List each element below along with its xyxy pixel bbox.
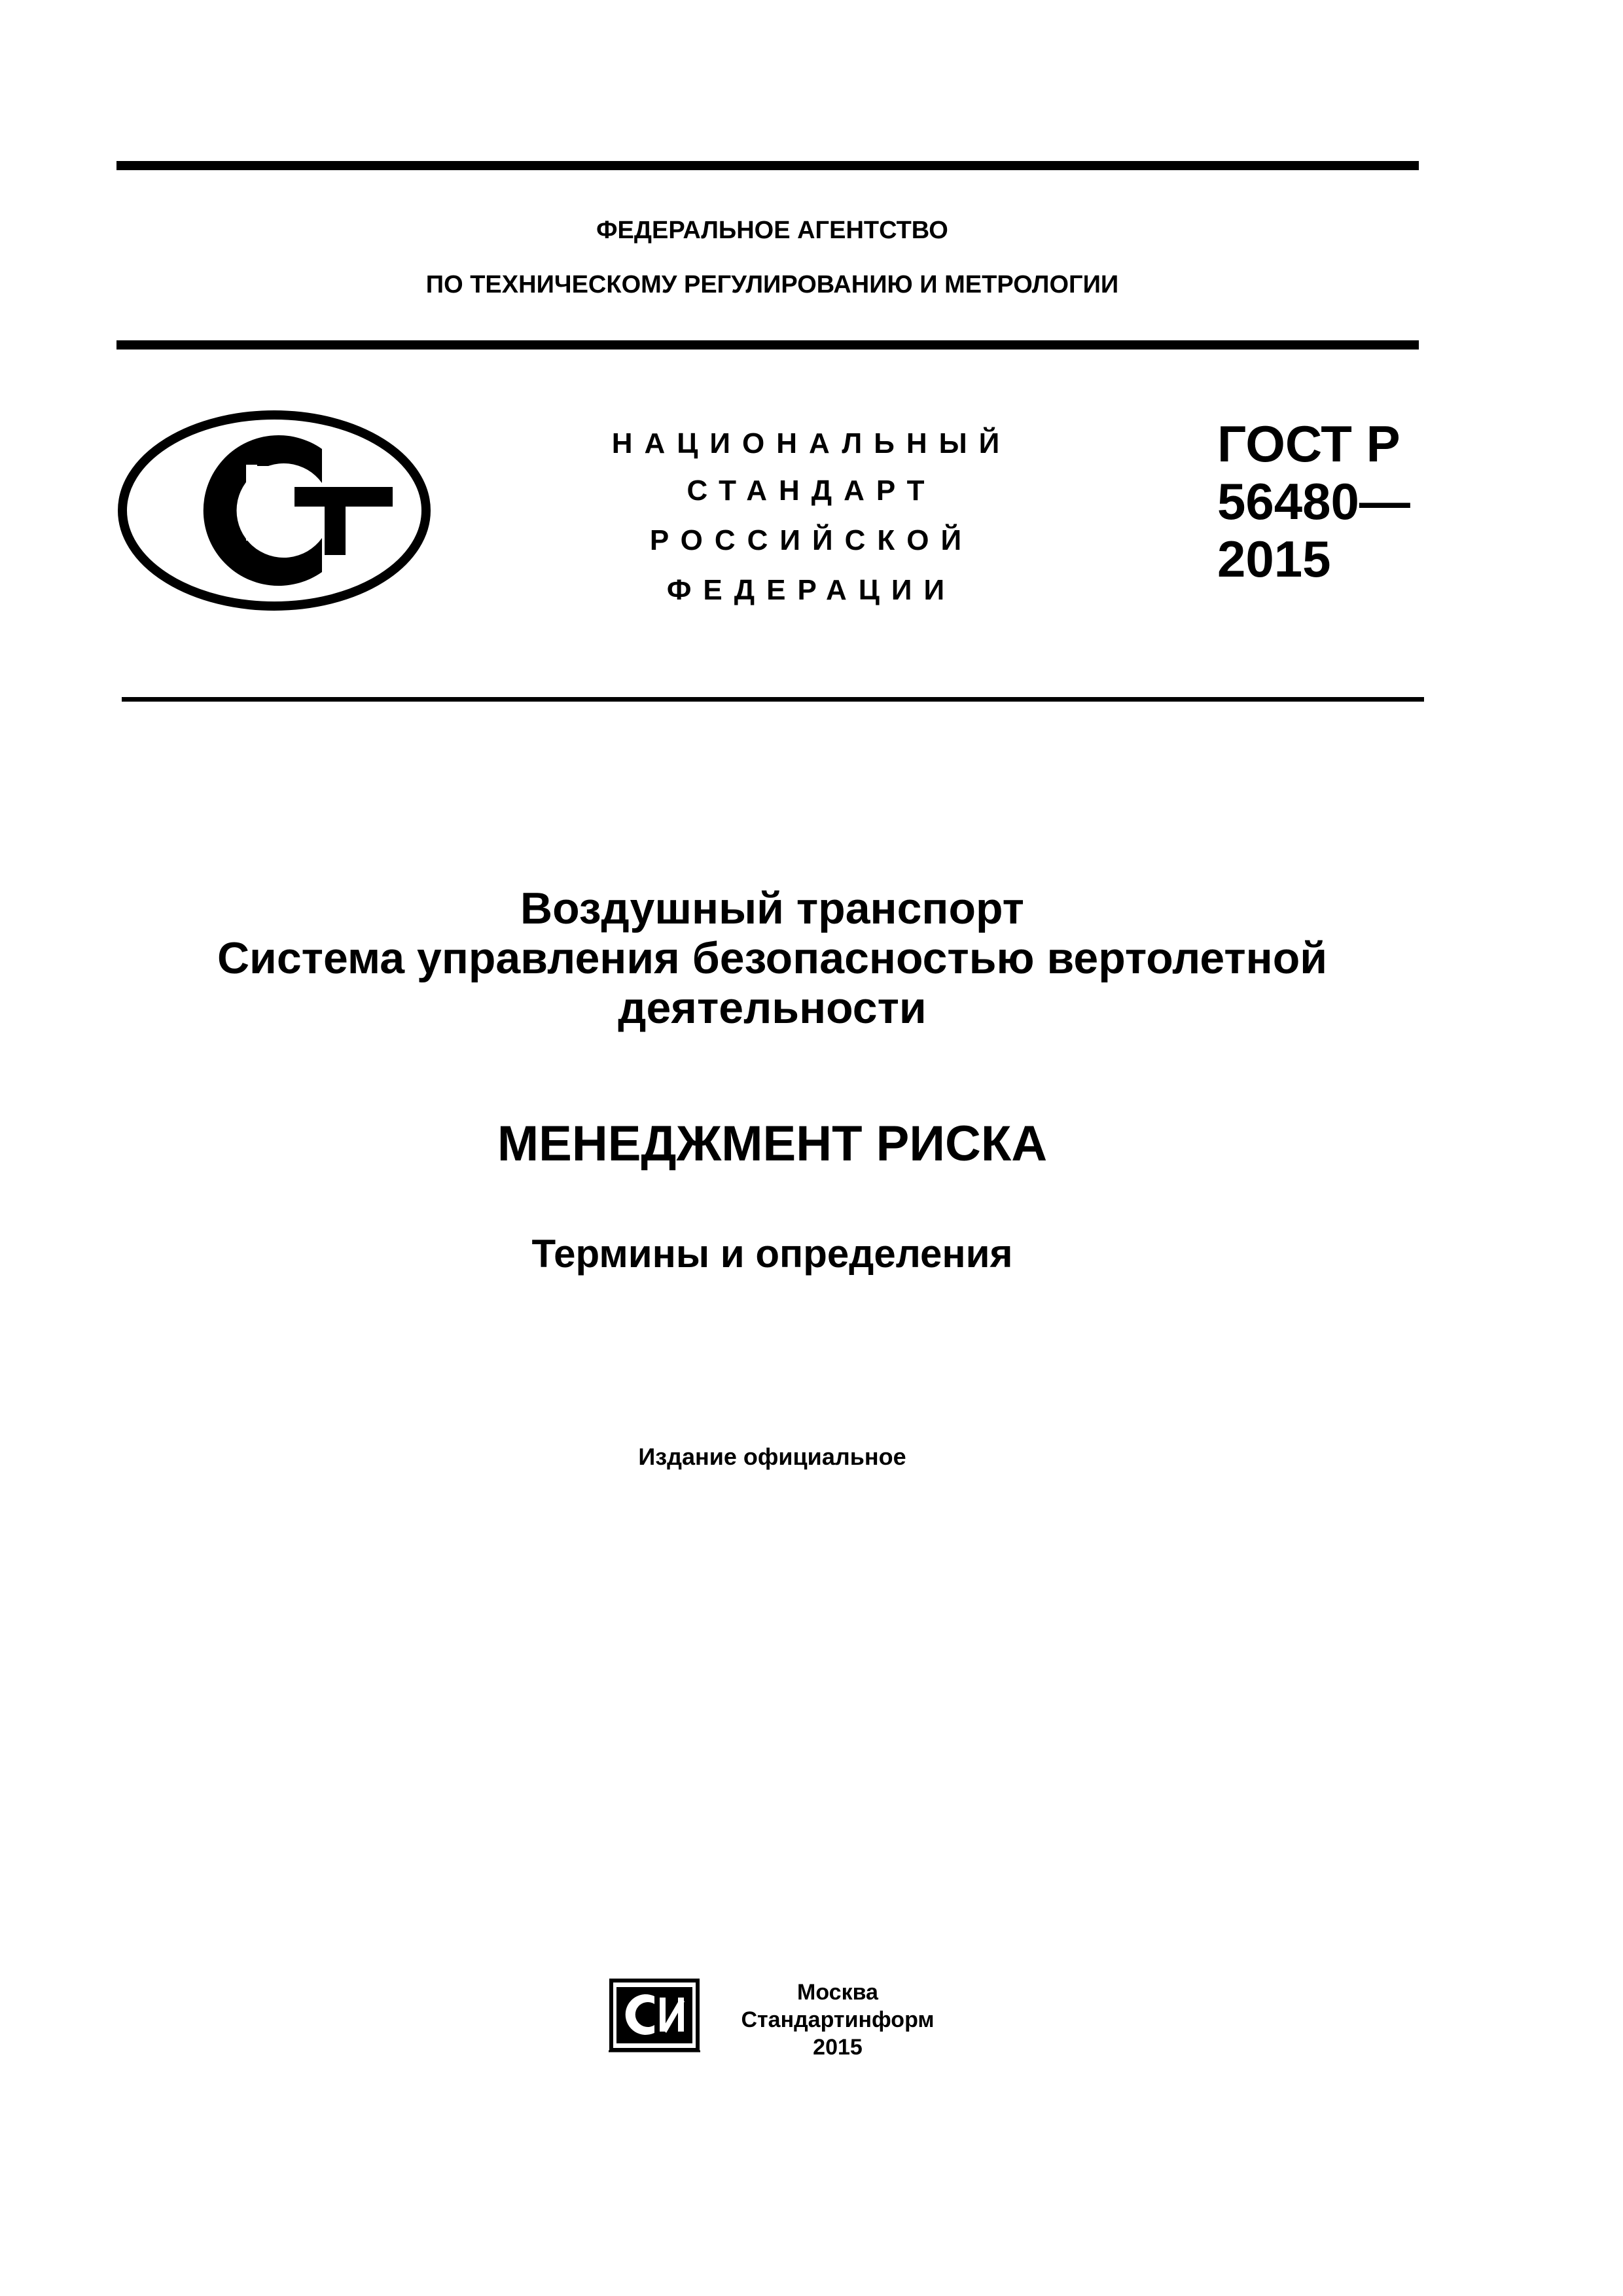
agency-line-2: ПО ТЕХНИЧЕСКОМУ РЕГУЛИРОВАНИЮ И МЕТРОЛОГИИ	[425, 271, 1119, 298]
document-section-title: Термины и определения	[531, 1232, 1013, 1276]
designation-prefix: ГОСТ Р	[1217, 415, 1400, 473]
document-title-line-3: деятельности	[618, 983, 927, 1033]
edition-label: Издание официальное	[638, 1443, 906, 1470]
agency-line-1: ФЕДЕРАЛЬНОЕ АГЕНТСТВО	[596, 217, 948, 244]
designation-year: 2015	[1217, 530, 1331, 588]
document-title-line-1: Воздушный транспорт	[520, 884, 1024, 933]
standard-type-line-1: НАЦИОНАЛЬНЫЙ	[611, 427, 1012, 459]
publisher-city: Москва	[797, 1980, 878, 2005]
middle-rule	[116, 340, 1419, 350]
designation-number: 56480—	[1217, 473, 1410, 530]
top-rule	[116, 161, 1419, 170]
bottom-rule	[122, 697, 1424, 702]
standartinform-logo-icon	[607, 1978, 703, 2055]
gost-r-conformity-mark-icon	[116, 410, 432, 611]
publisher-name: Стандартинформ	[741, 2007, 935, 2032]
document-title-line-2: Система управления безопасностью вертолетной	[217, 933, 1328, 983]
publisher-year: 2015	[813, 2035, 863, 2060]
standard-designation	[1217, 415, 1410, 588]
standard-type-line-3: РОССИЙСКОЙ	[649, 524, 974, 556]
document-subtitle: МЕНЕДЖМЕНТ РИСКА	[497, 1116, 1048, 1172]
standard-type-line-4: ФЕДЕРАЦИИ	[666, 574, 957, 606]
standard-type-line-2: СТАНДАРТ	[687, 475, 936, 507]
